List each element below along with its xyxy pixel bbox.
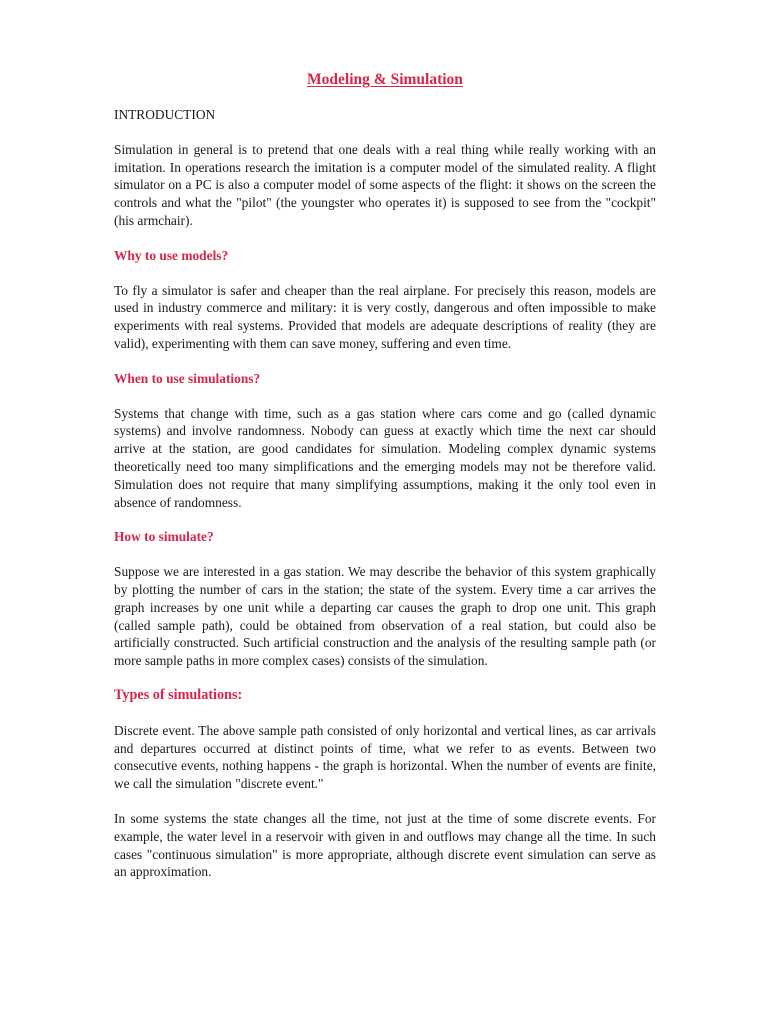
section-heading-how-simulate: How to simulate? xyxy=(114,529,214,545)
section-heading-when-simulations: When to use simulations? xyxy=(114,370,261,386)
document-title: Modeling & Simulation xyxy=(307,71,463,88)
introduction-paragraph: Simulation in general is to pretend that one deals with a real thing while really working with an imitation. In operations research the imitation is a computer model of the simulated reality. A flight simulator on a PC is also a computer model of some aspects of the flight: it shows on the screen the controls and what the "pilot" (the youngster who operates it) is supposed to see from the "cockpit" (his armchair). xyxy=(114,141,656,228)
section-heading-why-models: Why to use models? xyxy=(114,247,229,263)
document-page xyxy=(114,70,656,898)
section-paragraph-how-simulate: Suppose we are interested in a gas station. We may describe the behavior of this system graphically by plotting the number of cars in the station; the state of the system. Every time a car arrives the graph increases by one unit while a departing car causes the graph to drop one unit. This graph (called sample path), could be obtained from observation of a real station, but could also be artificially constructed. Such artificial construction and the analysis of the resulting sample path (or more sample paths in more complex cases) consists of the simulation. xyxy=(114,564,656,669)
section-paragraph-continuous: In some systems the state changes all the time, not just at the time of some discrete events. For example, the water level in a reservoir with given in and outflows may change all the time. In such cases "continuous simulation" is more appropriate, although discrete event simulation can serve as an approximation. xyxy=(114,810,656,880)
section-heading-types-simulations: Types of simulations: xyxy=(114,686,243,703)
introduction-heading: INTRODUCTION xyxy=(114,107,216,122)
section-paragraph-when-simulations: Systems that change with time, such as a gas station where cars come and go (called dynamic systems) and involve randomness. Nobody can guess at exactly which time the next car should arrive at the station, are good candidates for simulation. Modeling complex dynamic systems theoretically need too many simplifications and the emerging models may not be therefore valid. Simulation does not require that many simplifying assumptions, making it the only tool even in absence of randomness. xyxy=(114,405,656,510)
section-paragraph-discrete-event: Discrete event. The above sample path consisted of only horizontal and vertical lines, as car arrivals and departures occurred at distinct points of time, what we refer to as events. Between two consecutive events, nothing happens - the graph is horizontal. When the number of events are finite, we call the simulation "discrete event." xyxy=(114,722,656,792)
section-paragraph-why-models: To fly a simulator is safer and cheaper than the real airplane. For precisely this reason, models are used in industry commerce and military: it is very costly, dangerous and often impossible to make experiments with real systems. Provided that models are adequate descriptions of reality (they are valid), experimenting with them can save money, suffering and even time. xyxy=(114,282,656,351)
